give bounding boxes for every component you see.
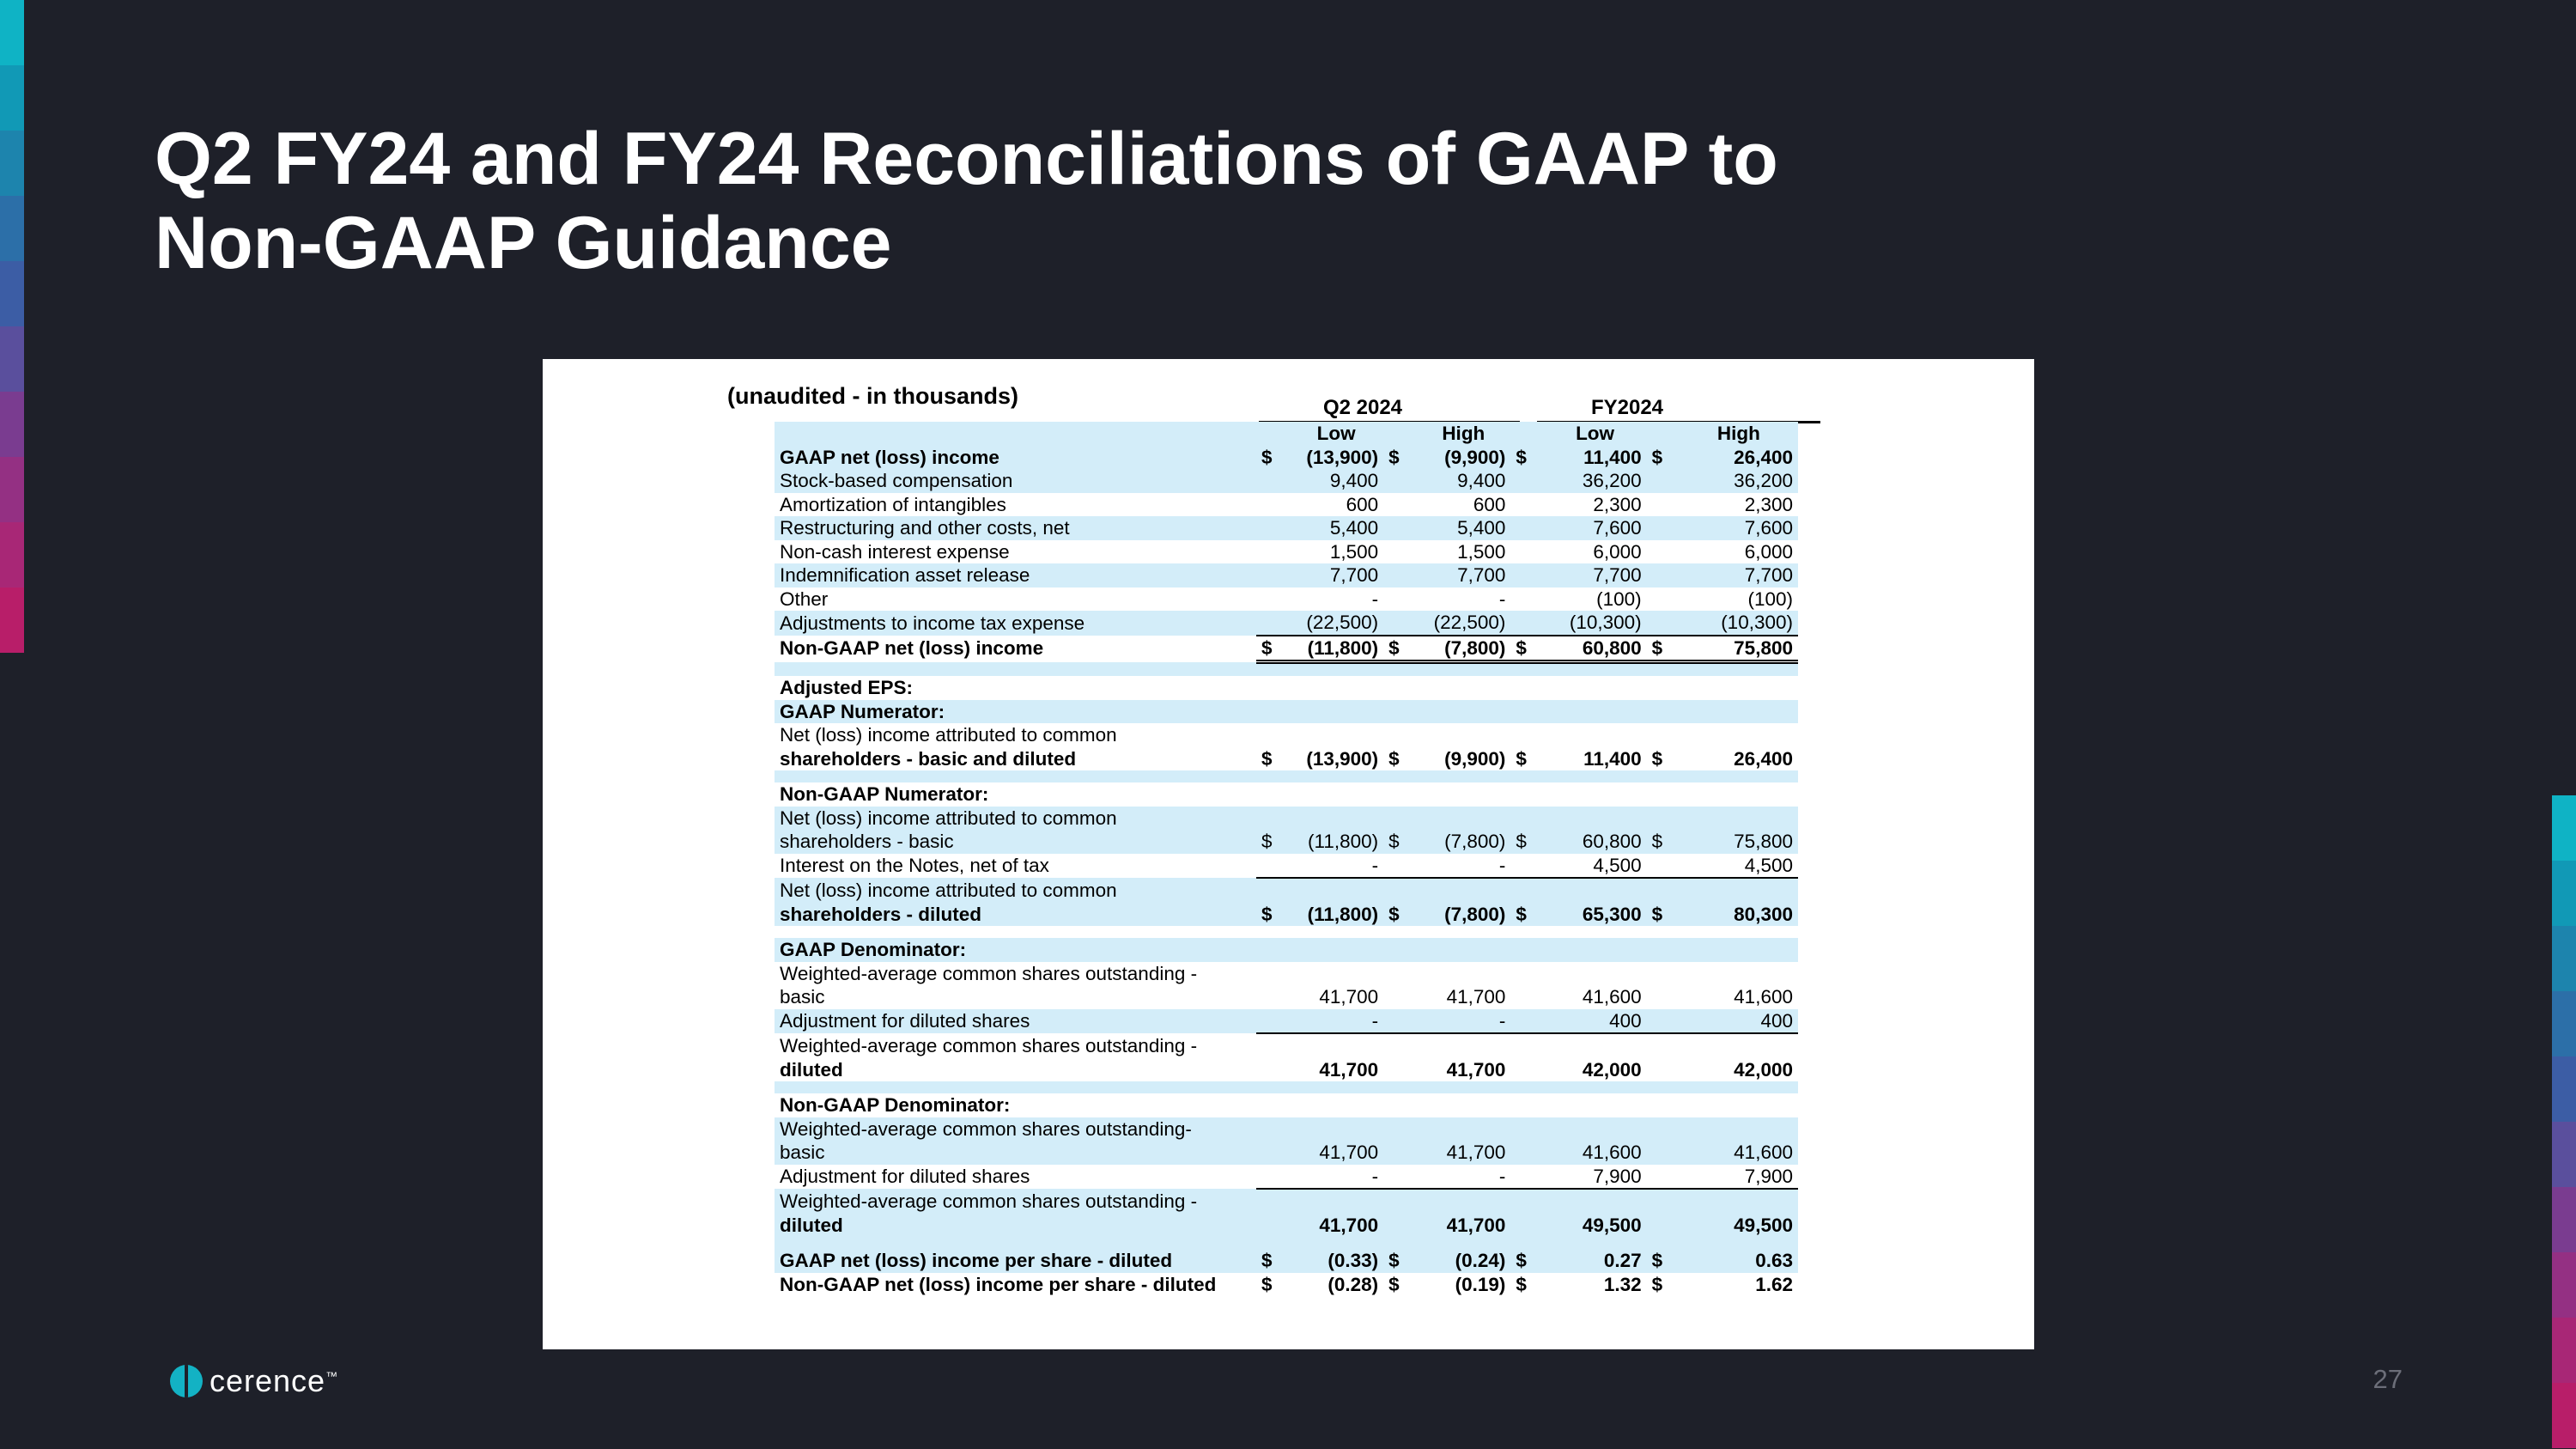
currency-symbol xyxy=(1647,611,1680,636)
table-cell-value: 42,000 xyxy=(1734,1058,1793,1081)
table-cell-value: 60,800 xyxy=(1543,636,1646,662)
currency-symbol xyxy=(1256,985,1289,1009)
currency-symbol: $ xyxy=(1256,830,1289,854)
period-header-fy: FY2024 xyxy=(1590,396,1664,419)
table-cell-value: 41,700 xyxy=(1319,1058,1379,1081)
table-row xyxy=(775,516,1798,540)
table-row xyxy=(775,938,1798,962)
table-cell-value: 0.27 xyxy=(1543,1249,1646,1273)
currency-symbol: $ xyxy=(1510,830,1543,854)
table-cell-value: (9,900) xyxy=(1416,446,1510,470)
currency-symbol xyxy=(1647,1058,1680,1082)
currency-symbol: $ xyxy=(1510,1249,1543,1273)
table-row xyxy=(775,588,1798,612)
table-cell-value: 80,300 xyxy=(1680,903,1798,927)
currency-symbol xyxy=(1256,854,1289,879)
reconciliation-table-panel xyxy=(543,359,2034,1349)
row-label: shareholders - basic xyxy=(775,830,1256,854)
currency-symbol xyxy=(1510,854,1543,879)
row-label: GAAP Numerator: xyxy=(775,700,1256,724)
row-label: Interest on the Notes, net of tax xyxy=(780,855,1049,876)
currency-symbol xyxy=(1383,516,1416,540)
table-cell-value: 36,200 xyxy=(1680,469,1798,493)
row-label: Adjustment for diluted shares xyxy=(775,1009,1256,1034)
table-cell-value: 11,400 xyxy=(1543,446,1646,470)
currency-symbol xyxy=(1647,1214,1680,1238)
currency-symbol xyxy=(1256,563,1289,588)
row-label: Weighted-average common shares outstanding - xyxy=(780,1034,1198,1056)
table-cell-value: (7,800) xyxy=(1416,636,1510,662)
currency-symbol xyxy=(1647,1141,1680,1165)
table-cell-value: 5,400 xyxy=(1289,516,1383,540)
currency-symbol xyxy=(1383,1214,1416,1238)
row-label: Weighted-average common shares outstanding - xyxy=(780,962,1198,984)
table-row xyxy=(775,563,1798,588)
table-cell-value: 0.63 xyxy=(1680,1249,1798,1273)
table-row xyxy=(775,807,1798,831)
row-label: Indemnification asset release xyxy=(775,563,1256,588)
table-row xyxy=(775,962,1798,986)
currency-symbol xyxy=(1383,469,1416,493)
table-cell-value: (7,800) xyxy=(1416,830,1510,854)
table-cell-value: 75,800 xyxy=(1680,830,1798,854)
table-cell-value: (100) xyxy=(1596,588,1642,610)
row-label: Weighted-average common shares outstanding- xyxy=(775,1117,1256,1142)
page-number: 27 xyxy=(2372,1364,2403,1394)
table-cell-value: (10,300) xyxy=(1543,611,1646,636)
table-cell-value: - xyxy=(1416,1009,1510,1034)
row-label: Net (loss) income attributed to common xyxy=(775,807,1256,831)
table-cell-value: 7,700 xyxy=(1416,563,1510,588)
table-cell-value: (22,500) xyxy=(1289,611,1383,636)
table-cell-value: 9,400 xyxy=(1416,469,1510,493)
table-row xyxy=(775,540,1798,564)
table-cell-value: (13,900) xyxy=(1289,446,1383,470)
currency-symbol: $ xyxy=(1256,1249,1289,1273)
currency-symbol xyxy=(1510,563,1543,588)
currency-symbol xyxy=(1383,611,1416,636)
currency-symbol xyxy=(1383,985,1416,1009)
table-cell-value: 41,700 xyxy=(1446,1058,1506,1081)
page-title xyxy=(155,117,2215,285)
title-line-2: Non-GAAP Guidance xyxy=(155,202,892,284)
table-cell-value: 400 xyxy=(1543,1009,1646,1034)
table-cell-value: 6,000 xyxy=(1744,540,1793,563)
reconciliation-table xyxy=(775,422,1798,1296)
table-cell-value: (0.19) xyxy=(1455,1273,1506,1295)
table-cell-value: 4,500 xyxy=(1543,854,1646,879)
currency-symbol xyxy=(1383,1165,1416,1190)
currency-symbol xyxy=(1383,563,1416,588)
table-cell-value: 600 xyxy=(1473,493,1506,515)
table-cell-value: - xyxy=(1416,854,1510,879)
currency-symbol: $ xyxy=(1651,1273,1663,1295)
row-label: shareholders - basic and diluted xyxy=(780,747,1077,770)
table-cell-value: 41,700 xyxy=(1289,1214,1383,1238)
currency-symbol xyxy=(1510,1165,1543,1190)
table-row xyxy=(775,1165,1798,1190)
table-cell-value: (10,300) xyxy=(1680,611,1798,636)
currency-symbol: $ xyxy=(1383,830,1416,854)
currency-symbol xyxy=(1256,1009,1289,1034)
table-cell-value: 9,400 xyxy=(1289,469,1383,493)
cerence-logo-icon xyxy=(170,1365,203,1397)
currency-symbol xyxy=(1256,588,1289,612)
row-label: basic xyxy=(775,1141,1256,1165)
table-cell-value: (22,500) xyxy=(1416,611,1510,636)
row-label: diluted xyxy=(780,1058,843,1081)
table-cell-value: 41,700 xyxy=(1289,1141,1383,1165)
currency-symbol: $ xyxy=(1510,903,1543,927)
table-cell-value: 5,400 xyxy=(1416,516,1510,540)
row-label: Amortization of intangibles xyxy=(780,493,1006,515)
table-cell-value: 4,500 xyxy=(1680,854,1798,879)
table-cell-value: 400 xyxy=(1680,1009,1798,1034)
currency-symbol xyxy=(1510,493,1543,517)
currency-symbol: $ xyxy=(1383,446,1416,470)
table-cell-value: 41,600 xyxy=(1680,1141,1798,1165)
table-row xyxy=(775,1033,1798,1058)
table-cell-value: 11,400 xyxy=(1583,747,1642,770)
currency-symbol: $ xyxy=(1261,1273,1273,1295)
table-cell-value: 75,800 xyxy=(1680,636,1798,662)
left-accent-stripe xyxy=(0,0,24,654)
currency-symbol: $ xyxy=(1516,1273,1527,1295)
currency-symbol xyxy=(1256,516,1289,540)
currency-symbol xyxy=(1383,854,1416,879)
table-row xyxy=(775,747,1798,771)
table-row xyxy=(775,723,1798,747)
right-accent-stripe xyxy=(2552,795,2576,1449)
table-cell-value: 2,300 xyxy=(1593,493,1642,515)
table-row xyxy=(775,1093,1798,1117)
table-cell-value: 41,700 xyxy=(1416,1214,1510,1238)
row-label: GAAP Denominator: xyxy=(775,938,1256,962)
table-row xyxy=(775,469,1798,493)
table-cell-value: - xyxy=(1371,588,1379,610)
table-row xyxy=(775,985,1798,1009)
currency-symbol: $ xyxy=(1647,636,1680,662)
table-row xyxy=(775,782,1798,807)
currency-symbol xyxy=(1383,588,1416,612)
row-label: GAAP net (loss) income per share - diluted xyxy=(775,1249,1256,1273)
table-cell-value: - xyxy=(1416,1165,1510,1190)
table-cell-value: 65,300 xyxy=(1543,903,1646,927)
row-label: Non-GAAP net (loss) income per share - diluted xyxy=(780,1273,1217,1295)
table-cell-value: 41,600 xyxy=(1734,986,1793,1008)
currency-symbol xyxy=(1510,588,1543,612)
currency-symbol xyxy=(1383,1141,1416,1165)
currency-symbol xyxy=(1510,469,1543,493)
table-cell-value: 7,700 xyxy=(1289,563,1383,588)
table-cell-value: 41,700 xyxy=(1319,986,1379,1008)
currency-symbol: $ xyxy=(1256,446,1289,470)
table-cell-value: 41,600 xyxy=(1543,1141,1646,1165)
column-header-row xyxy=(775,422,1798,446)
table-row xyxy=(775,1214,1798,1238)
currency-symbol xyxy=(1256,469,1289,493)
unit-note: (unaudited - in thousands) xyxy=(727,383,1018,409)
table-cell-value: 49,500 xyxy=(1543,1214,1646,1238)
table-cell-value: 7,900 xyxy=(1543,1165,1646,1190)
table-cell-value: - xyxy=(1498,588,1506,610)
table-row xyxy=(775,903,1798,927)
table-row xyxy=(775,1058,1798,1082)
currency-symbol xyxy=(1256,1058,1289,1082)
currency-symbol: $ xyxy=(1261,747,1273,770)
table-row xyxy=(775,1117,1798,1142)
currency-symbol xyxy=(1510,540,1543,564)
table-cell-value: 41,700 xyxy=(1446,986,1506,1008)
currency-symbol xyxy=(1256,1165,1289,1190)
row-label: Adjustment for diluted shares xyxy=(780,1166,1030,1187)
currency-symbol xyxy=(1510,985,1543,1009)
table-cell-value: (0.28) xyxy=(1327,1273,1379,1295)
row-label: Non-GAAP Numerator: xyxy=(780,783,989,805)
currency-symbol xyxy=(1647,469,1680,493)
currency-symbol xyxy=(1510,1214,1543,1238)
row-label: Adjustments to income tax expense xyxy=(775,611,1256,636)
column-header-high: High xyxy=(1416,422,1510,446)
table-row xyxy=(775,1249,1798,1273)
table-cell-value: (0.33) xyxy=(1289,1249,1383,1273)
table-row xyxy=(775,493,1798,517)
row-label: Net (loss) income attributed to common xyxy=(775,878,1256,903)
table-cell-value: (9,900) xyxy=(1444,747,1506,770)
column-header-low: Low xyxy=(1289,422,1383,446)
currency-symbol xyxy=(1256,611,1289,636)
row-label: diluted xyxy=(775,1214,1256,1238)
table-cell-value: (100) xyxy=(1747,588,1793,610)
table-cell-value: 7,700 xyxy=(1680,563,1798,588)
currency-symbol xyxy=(1647,854,1680,879)
table-cell-value: 1.32 xyxy=(1603,1273,1642,1295)
table-cell-value: 41,700 xyxy=(1416,1141,1510,1165)
table-row xyxy=(775,446,1798,470)
currency-symbol xyxy=(1383,1009,1416,1034)
table-row xyxy=(775,700,1798,724)
currency-symbol xyxy=(1510,516,1543,540)
currency-symbol xyxy=(1383,1058,1416,1082)
currency-symbol xyxy=(1647,1009,1680,1034)
table-cell-value: (11,800) xyxy=(1289,903,1383,927)
currency-symbol: $ xyxy=(1383,1249,1416,1273)
table-cell-value: 7,700 xyxy=(1543,563,1646,588)
currency-symbol xyxy=(1647,563,1680,588)
currency-symbol: $ xyxy=(1510,636,1543,662)
currency-symbol: $ xyxy=(1647,1249,1680,1273)
currency-symbol: $ xyxy=(1647,903,1680,927)
row-label: Non-cash interest expense xyxy=(780,540,1010,563)
row-label: shareholders - diluted xyxy=(775,903,1256,927)
table-cell-value: 36,200 xyxy=(1543,469,1646,493)
currency-symbol: $ xyxy=(1256,636,1289,662)
currency-symbol xyxy=(1256,493,1289,517)
currency-symbol xyxy=(1510,1058,1543,1082)
table-cell-value: 60,800 xyxy=(1543,830,1646,854)
table-cell-value: 49,500 xyxy=(1680,1214,1798,1238)
table-row xyxy=(775,1009,1798,1034)
table-cell-value: - xyxy=(1289,854,1383,879)
row-label: Stock-based compensation xyxy=(775,469,1256,493)
currency-symbol: $ xyxy=(1256,903,1289,927)
table-cell-value: 41,600 xyxy=(1582,986,1642,1008)
row-label: Restructuring and other costs, net xyxy=(775,516,1256,540)
currency-symbol xyxy=(1647,985,1680,1009)
period-header-q2: Q2 2024 xyxy=(1322,396,1403,419)
row-label: Non-GAAP net (loss) income xyxy=(780,637,1044,660)
table-row xyxy=(775,1273,1798,1297)
currency-symbol xyxy=(1647,1165,1680,1190)
currency-symbol xyxy=(1510,1141,1543,1165)
currency-symbol: $ xyxy=(1388,747,1400,770)
currency-symbol: $ xyxy=(1647,446,1680,470)
table-row xyxy=(775,1189,1798,1214)
table-row xyxy=(775,611,1798,636)
table-cell-value: - xyxy=(1289,1165,1383,1190)
table-row xyxy=(775,854,1798,879)
currency-symbol xyxy=(1510,1009,1543,1034)
row-label: Weighted-average common shares outstanding - xyxy=(775,1189,1256,1214)
currency-symbol xyxy=(1647,516,1680,540)
table-cell-value: (11,800) xyxy=(1289,636,1383,662)
currency-symbol xyxy=(1383,493,1416,517)
table-cell-value: 7,600 xyxy=(1680,516,1798,540)
cerence-logo xyxy=(170,1363,338,1399)
row-label: basic xyxy=(780,986,825,1008)
currency-symbol: $ xyxy=(1388,1273,1400,1295)
currency-symbol: $ xyxy=(1383,903,1416,927)
table-row xyxy=(775,676,1798,700)
row-label: Net (loss) income attributed to common xyxy=(780,724,1117,746)
currency-symbol xyxy=(1647,493,1680,517)
column-header-low: Low xyxy=(1543,422,1646,446)
table-cell-value: 7,600 xyxy=(1543,516,1646,540)
logo-wordmark: cerence™ xyxy=(210,1363,339,1398)
table-cell-value: (0.24) xyxy=(1416,1249,1510,1273)
table-cell-value: 7,900 xyxy=(1680,1165,1798,1190)
table-cell-value: 42,000 xyxy=(1582,1058,1642,1081)
table-row xyxy=(775,636,1798,662)
table-cell-value: (7,800) xyxy=(1416,903,1510,927)
currency-symbol xyxy=(1256,540,1289,564)
currency-symbol: $ xyxy=(1516,747,1527,770)
row-label: GAAP net (loss) income xyxy=(775,446,1256,470)
table-cell-value: - xyxy=(1289,1009,1383,1034)
currency-symbol: $ xyxy=(1383,636,1416,662)
table-cell-value: 1,500 xyxy=(1329,540,1379,563)
row-label: Non-GAAP Denominator: xyxy=(780,1094,1011,1116)
table-cell-value: 26,400 xyxy=(1680,446,1798,470)
table-cell-value: 1,500 xyxy=(1457,540,1506,563)
currency-symbol xyxy=(1256,1141,1289,1165)
table-cell-value: 2,300 xyxy=(1744,493,1793,515)
table-row xyxy=(775,830,1798,854)
column-header-high: High xyxy=(1680,422,1798,446)
currency-symbol xyxy=(1256,1214,1289,1238)
row-label: Other xyxy=(780,588,829,610)
table-cell-value: 1.62 xyxy=(1755,1273,1793,1295)
table-cell-value: 6,000 xyxy=(1593,540,1642,563)
table-cell-value: 26,400 xyxy=(1734,747,1793,770)
title-line-1: Q2 FY24 and FY24 Reconciliations of GAAP to xyxy=(155,118,1778,200)
table-cell-value: (13,900) xyxy=(1306,747,1379,770)
currency-symbol xyxy=(1510,611,1543,636)
table-row xyxy=(775,878,1798,903)
table-cell-value: 600 xyxy=(1346,493,1379,515)
currency-symbol: $ xyxy=(1510,446,1543,470)
row-label: Adjusted EPS: xyxy=(780,677,914,698)
currency-symbol: $ xyxy=(1647,830,1680,854)
currency-symbol xyxy=(1647,588,1680,612)
currency-symbol xyxy=(1647,540,1680,564)
currency-symbol xyxy=(1383,540,1416,564)
table-row xyxy=(775,1141,1798,1165)
currency-symbol: $ xyxy=(1651,747,1663,770)
table-cell-value: (11,800) xyxy=(1289,830,1383,854)
